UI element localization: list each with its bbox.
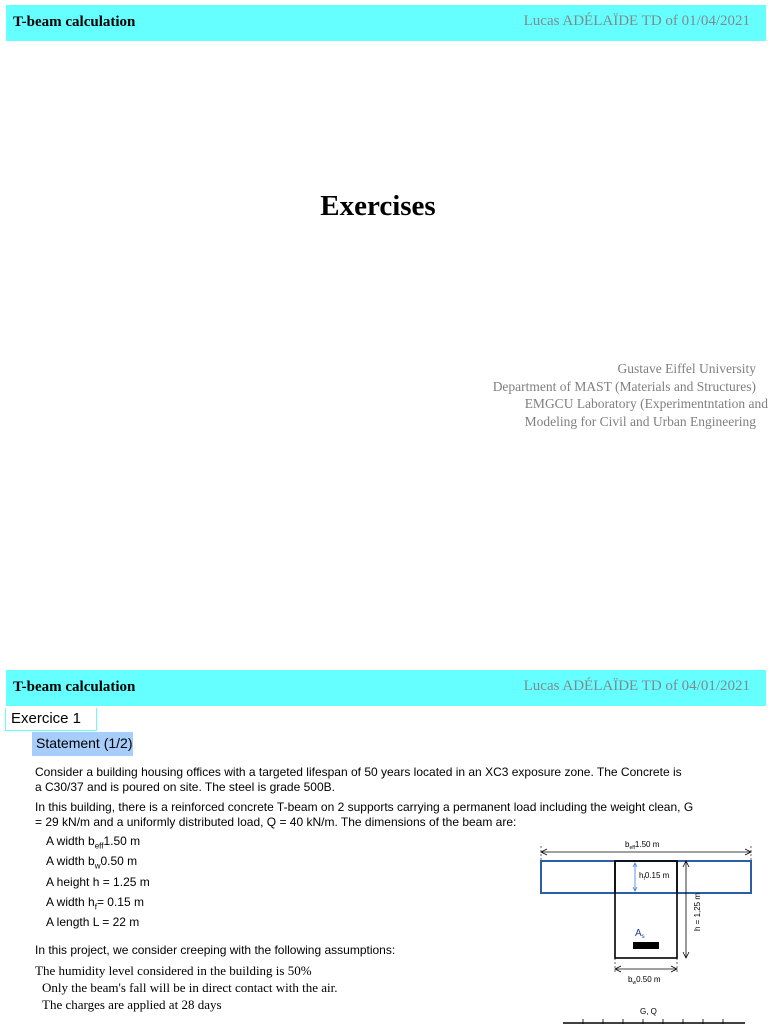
bw-label: $b_w0.50$ m: [628, 975, 661, 986]
page-title: Exercises: [320, 190, 436, 222]
hf-label: $h_f0.15$ m: [639, 871, 670, 882]
paragraph: Consider a building housing offices with a targeted lifespan of 50 years located in an XC3 exposure zone. The Concrete is a C30/37 and is poured on site. The steel is grade 500B.: [35, 765, 682, 794]
beff-label: $b_{eff}1.50$ m: [625, 840, 660, 851]
header-title: T-beam calculation: [13, 679, 136, 695]
affiliation-line: EMGCU Laboratory (Experimentntation and: [524, 396, 768, 411]
slide1-header: [6, 5, 766, 41]
assumption-item: The charges are applied at 28 days: [42, 997, 222, 1012]
dimension-item: A width $b_w0.50$ m: [46, 854, 138, 871]
slide2-header: [6, 670, 766, 706]
dimension-item: A length L = 22 m: [46, 915, 140, 929]
as-label: $A_s$: [635, 928, 645, 940]
load-label: G, Q: [640, 1007, 657, 1016]
h-label: h = 1,25 m: [693, 892, 702, 931]
reinforcement-bar: [633, 942, 659, 949]
t-beam-diagram: [535, 836, 760, 1024]
header-author-date: Lucas ADÉLAÏDE TD of 01/04/2021: [523, 13, 750, 29]
affiliation-line: Gustave Eiffel University: [617, 361, 756, 376]
exercise-label: Exercice 1: [5, 708, 97, 731]
dimension-item: A width $h_f= 0.15$ m: [46, 895, 144, 912]
assumption-item: Only the beam's fall will be in direct contact with the air.: [42, 980, 338, 995]
header-title: T-beam calculation: [13, 14, 136, 30]
affiliation-line: Modeling for Civil and Urban Engineering: [524, 413, 756, 429]
assumption-item: The humidity level considered in the building is 50%: [35, 963, 312, 978]
paragraph: In this building, there is a reinforced concrete T-beam on 2 supports carrying a permanent load including the weight clean, G = 29 kN/m and a uniformly distributed load, Q = 40 kN/m. The dimensions of the beam are:: [35, 800, 694, 829]
statement-label: Statement (1/2): [32, 732, 133, 756]
header-author-date: Lucas ADÉLAÏDE TD of 04/01/2021: [523, 678, 750, 694]
dimension-item: A width $b_{eff}1.50$ m: [46, 834, 141, 851]
paragraph: In this project, we consider creeping with the following assumptions:: [35, 943, 396, 957]
dimension-item: A height h = 1.25 m: [46, 875, 150, 889]
affiliation-block: [492, 360, 768, 430]
affiliation-line: Department of MAST (Materials and Structures): [492, 378, 756, 394]
